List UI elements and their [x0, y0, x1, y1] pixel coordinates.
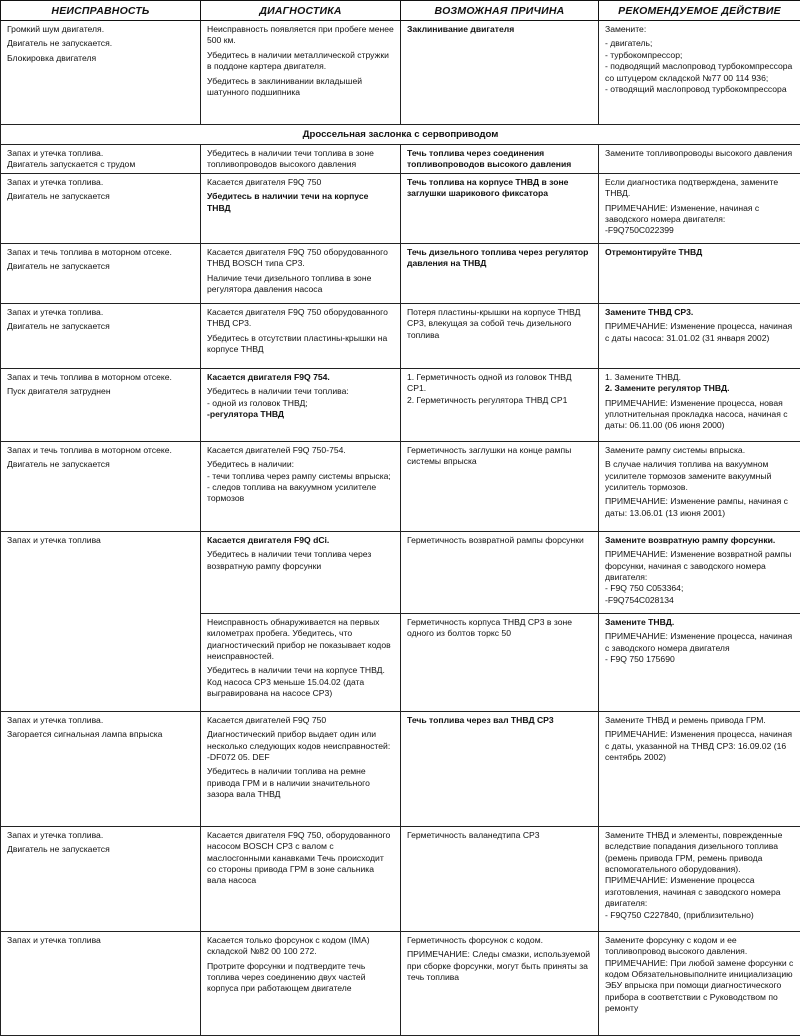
- section-row: [1, 125, 800, 145]
- cause-cell: [401, 145, 599, 174]
- fault-text: Запах и утечка топлива.: [7, 148, 104, 158]
- diagnostics-cell: [201, 531, 401, 613]
- fault-text: Запах и течь топлива в моторном отсеке.: [7, 371, 172, 382]
- fault-text: Двигатель запускается с трудом: [7, 159, 136, 170]
- diagnostics-cell: [201, 145, 401, 174]
- diagnostics-text: Неисправность появляется при пробеге менее 500 км.: [207, 24, 394, 46]
- table-row: [1, 21, 800, 125]
- diagnostics-text: Убедитесь в наличии:: [207, 459, 295, 470]
- diagnostics-text: Касается двигателя F9Q 750, оборудованного насосом BOSCH CP3 с валом с маслосгонными канавками Течь происходит со стороны привода ГРМ в зоне сальника вала насоса: [207, 829, 391, 886]
- diagnostics-text: Убедитесь в наличии топлива на ремне привода ГРМ и в наличии значительного зазора вала ТНВД: [207, 766, 370, 800]
- fault-text: Запах и течь топлива в моторном отсеке.: [7, 246, 172, 257]
- fault-cell: [1, 368, 201, 441]
- fault-cell: [1, 243, 201, 303]
- header-cause: ВОЗМОЖНАЯ ПРИЧИНА: [401, 1, 599, 21]
- section-title: Дроссельная заслонка с сервоприводом: [1, 125, 800, 145]
- diagnostics-text: Касается двигателя F9Q 750 оборудованного ТНВД BOSCH типа CP3.: [207, 246, 388, 269]
- action-text: ПРИМЕЧАНИЕ: Изменения процесса, начиная с даты, указанной на ТНВД CP3: 16.09.02 (16 сентябрь 2002): [605, 729, 793, 763]
- diagnostics-text: Касается двигателей F9Q 750: [207, 714, 327, 725]
- action-cell: [599, 441, 800, 531]
- diagnostics-text: Касается двигателей F9Q 750-754.: [207, 444, 346, 455]
- diagnostics-text: Убедитесь в наличии течи топлива через возвратную рампу форсунки: [207, 549, 372, 571]
- diagnostics-cell: [201, 21, 401, 125]
- fault-text: Двигатель не запускается: [7, 844, 110, 855]
- action-cell: [599, 303, 800, 368]
- action-cell: [599, 711, 800, 826]
- diagnostics-cell: [201, 441, 401, 531]
- action-text: Отремонтируйте ТНВД: [605, 246, 703, 257]
- fault-text: Громкий шум двигателя.: [7, 24, 105, 34]
- diagnostics-cell: [201, 711, 401, 826]
- action-cell: [599, 826, 800, 931]
- fault-cell: [1, 441, 201, 531]
- cause-text: 1. Герметичность одной из головок ТНВД CP1.: [407, 371, 572, 394]
- cause-text: Потеря пластины-крышки на корпусе ТНВД CP3, влекущая за собой течь дизельного топлива: [407, 306, 581, 340]
- cause-text: Герметичность форсунок с кодом.: [407, 934, 543, 945]
- action-cell: [599, 613, 800, 711]
- action-text: - F9Q 750 C053364;: [605, 583, 684, 594]
- action-text: 2. Замените регулятор ТНВД.: [605, 383, 730, 394]
- cause-cell: [401, 303, 599, 368]
- diagnostics-text: Диагностический прибор выдает один или несколько следующих кодов неисправностей:: [207, 729, 391, 751]
- diagnostics-text: Касается двигателя F9Q 750 оборудованного ТНВД CP3.: [207, 306, 388, 329]
- cause-cell: [401, 368, 599, 441]
- fault-text: Запах и утечка топлива: [7, 934, 101, 945]
- action-text: ПРИМЕЧАНИЕ: Изменение процесса, новая уплотнительная прокладка насоса, начиная с даты: 06.11.00 (06 июня 2000): [605, 397, 788, 431]
- fault-text: Блокировка двигателя: [7, 52, 97, 63]
- diagnostics-text: Неисправность обнаруживается на первых километрах пробега. Убедитесь, что диагностический прибор не показывает кодов неисправностей.: [207, 616, 391, 662]
- table-row: [1, 711, 800, 826]
- header-action: РЕКОМЕНДУЕМОЕ ДЕЙСТВИЕ: [599, 1, 800, 21]
- action-text: -F9Q750C022399: [605, 225, 674, 236]
- diagnostics-text: Убедитесь в наличии течи топлива в зоне топливопроводов высокого давления: [207, 148, 374, 170]
- cause-cell: [401, 441, 599, 531]
- cause-cell: [401, 931, 599, 1035]
- diagnostics-text: -регулятора ТНВД: [207, 409, 285, 420]
- diagnostics-text: -DF072 05. DEF: [207, 752, 270, 763]
- action-text: ПРИМЕЧАНИЕ: Изменение процесса, начиная с даты насоса: 31.01.02 (31 января 2002): [605, 321, 793, 343]
- action-text: ПРИМЕЧАНИЕ: При любой замене форсунки с кодом Обязательновыполните инициализацию ЭБУ впрыска при помощи диагностического прибора в соответствии с Руководством по ремонту: [605, 957, 794, 1014]
- fault-cell: [1, 173, 201, 243]
- action-text: Если диагностика подтверждена, замените ТНВД.: [605, 176, 779, 199]
- cause-cell: [401, 826, 599, 931]
- diagnostics-text: - одной из головок ТНВД;: [207, 397, 308, 408]
- cause-cell: [401, 173, 599, 243]
- diagnostics-cell: [201, 826, 401, 931]
- cause-text: Течь дизельного топлива через регулятор давления на ТНВД: [407, 246, 589, 269]
- action-text: Замените топливопроводы высокого давления: [605, 148, 793, 158]
- table-row: [1, 931, 800, 1035]
- fault-text: Запах и течь топлива в моторном отсеке.: [7, 444, 172, 455]
- cause-text: 2. Герметичность регулятора ТНВД CP1: [407, 394, 568, 405]
- diagnostics-text: Убедитесь в наличии металлической стружки в поддоне картера двигателя.: [207, 49, 389, 72]
- table-row: [1, 826, 800, 931]
- table-row: [1, 368, 800, 441]
- action-text: Замените форсунку с кодом и ее топливопровод высокого давления.: [605, 934, 748, 957]
- action-text: ПРИМЕЧАНИЕ: Изменение процесса, начиная с заводского номера двигателя: [605, 631, 793, 653]
- table-row: [1, 441, 800, 531]
- action-text: 1. Замените ТНВД.: [605, 371, 681, 382]
- table-row: [1, 531, 800, 613]
- action-text: - турбокомпрессор;: [605, 49, 683, 60]
- cause-cell: [401, 531, 599, 613]
- diagnostics-text: Убедитесь в наличии течи на корпусе ТНВД. Код насоса CP3 меньше 15.04.02 (дата выгравирована на насосе CP3): [207, 665, 385, 699]
- cause-text: Течь топлива через вал ТНВД CP3: [407, 714, 554, 725]
- action-text: Замените ТНВД и ремень привода ГРМ.: [605, 714, 766, 725]
- table-row: [1, 243, 800, 303]
- cause-text: ПРИМЕЧАНИЕ: Следы смазки, используемой при сборке форсунки, могут быть приняты за течь топлива: [407, 949, 591, 983]
- action-cell: [599, 21, 800, 125]
- table-header-row: [1, 1, 800, 21]
- diagnostics-text: Протрите форсунки и подтвердите течь топлива через соединению двух частей корпуса при работающем двигателе: [207, 960, 366, 994]
- cause-text: Течь топлива на корпусе ТНВД в зоне заглушки шарикового фиксатора: [407, 176, 569, 199]
- fault-text: Двигатель не запускается.: [7, 38, 113, 49]
- fault-cell: [1, 931, 201, 1035]
- diagnostics-text: Наличие течи дизельного топлива в зоне регулятора давления насоса: [207, 272, 372, 295]
- fault-text: Загорается сигнальная лампа впрыска: [7, 729, 163, 740]
- action-text: - F9Q750 C227840, (приблизительно): [605, 909, 754, 920]
- cause-cell: [401, 21, 599, 125]
- fault-text: Запах и утечка топлива.: [7, 306, 104, 317]
- cause-text: Герметичность корпуса ТНВД CP3 в зоне одного из болтов торкс 50: [407, 616, 573, 639]
- table-row: [1, 145, 800, 174]
- table-row: [1, 173, 800, 243]
- diagnostics-cell: [201, 303, 401, 368]
- diagnostics-text: - течи топлива через рампу системы впрыска;: [207, 470, 391, 481]
- action-text: - двигатель;: [605, 38, 653, 49]
- header-fault: НЕИСПРАВНОСТЬ: [1, 1, 201, 21]
- table-row: [1, 303, 800, 368]
- fault-text: Двигатель не запускается: [7, 261, 110, 272]
- action-text: ПРИМЕЧАНИЕ: Изменение процесса изготовления, начиная с заводского номера двигателя:: [605, 875, 781, 909]
- fault-cell: [1, 826, 201, 931]
- cause-text: Течь топлива через соединения топливопроводов высокого давления: [407, 148, 572, 170]
- action-text: - подводящий маслопровод турбокомпрессора со штуцером складской №77 00 114 936;: [605, 61, 793, 83]
- fault-cell: [1, 303, 201, 368]
- diagnostics-cell: [201, 931, 401, 1035]
- action-text: Замените:: [605, 24, 647, 34]
- action-cell: [599, 173, 800, 243]
- action-text: Замените ТНВД.: [605, 616, 675, 627]
- action-text: В случае наличия топлива на вакуумном усилителе тормозов замените вакуумный усилитель тормозов.: [605, 459, 772, 493]
- fault-text: Двигатель не запускается: [7, 459, 110, 470]
- fault-text: Двигатель не запускается: [7, 321, 110, 332]
- action-cell: [599, 531, 800, 613]
- diagnostics-text: Касается двигателя F9Q 754.: [207, 371, 330, 382]
- fault-cell: [1, 21, 201, 125]
- action-text: Замените рампу системы впрыска.: [605, 444, 746, 455]
- action-text: ПРИМЕЧАНИЕ: Изменение, начиная с заводского номера двигателя:: [605, 202, 760, 225]
- diagnostics-text: Убедитесь в наличии течи на корпусе ТНВД: [207, 191, 369, 213]
- action-text: Замените возвратную рампу форсунки.: [605, 534, 776, 545]
- action-text: - отводящий маслопровод турбокомпрессора: [605, 84, 787, 95]
- fault-text: Запах и утечка топлива: [7, 534, 101, 545]
- diagnostics-cell: [201, 613, 401, 711]
- cause-text: Герметичность валанедтипа CP3: [407, 829, 540, 840]
- cause-cell: [401, 243, 599, 303]
- action-cell: [599, 145, 800, 174]
- action-text: -F9Q754C028134: [605, 594, 674, 605]
- fault-text: Запах и утечка топлива.: [7, 714, 104, 725]
- action-cell: [599, 368, 800, 441]
- fault-cell: [1, 145, 201, 174]
- cause-text: Герметичность возвратной рампы форсунки: [407, 534, 584, 545]
- fault-text: Запах и утечка топлива.: [7, 829, 104, 840]
- diagnostics-text: Убедитесь в отсутствии пластины-крышки на корпусе ТНВД: [207, 332, 388, 355]
- cause-text: Герметичность заглушки на конце рампы системы впрыска: [407, 444, 572, 467]
- fault-cell: [1, 531, 201, 711]
- diagnostics-cell: [201, 173, 401, 243]
- fault-cell: [1, 711, 201, 826]
- action-text: Замените ТНВД CP3.: [605, 306, 694, 317]
- diagnostics-text: Касается двигателя F9Q 750: [207, 176, 322, 187]
- action-text: ПРИМЕЧАНИЕ: Изменение рампы, начиная с даты: 13.06.01 (13 июня 2001): [605, 496, 788, 518]
- cause-cell: [401, 613, 599, 711]
- diagnostics-text: Убедитесь в наличии течи топлива:: [207, 386, 349, 397]
- diagnostics-text: Касается двигателя F9Q dCi.: [207, 534, 330, 545]
- cause-cell: [401, 711, 599, 826]
- action-text: ПРИМЕЧАНИЕ: Изменение возвратной рампы форсунки, начиная с заводского номера двигателя:: [605, 549, 792, 583]
- diagnostics-text: Касается только форсунок с кодом (IMA) складской №82 00 100 272.: [207, 934, 370, 957]
- diagnostics-text: - следов топлива на вакуумном усилителе тормозов: [207, 482, 377, 504]
- fault-text: Пуск двигателя затруднен: [7, 386, 111, 397]
- fault-text: Запах и утечка топлива.: [7, 176, 104, 187]
- header-diagnostics: ДИАГНОСТИКА: [201, 1, 401, 21]
- action-text: - F9Q 750 175690: [605, 654, 675, 665]
- action-cell: [599, 931, 800, 1035]
- action-cell: [599, 243, 800, 303]
- action-text: Замените ТНВД и элементы, поврежденные вследствие попадания дизельного топлива (ремень привода ГРМ, ремень привода вспомогательного оборудования).: [605, 829, 783, 875]
- diagnostics-cell: [201, 368, 401, 441]
- diagnostics-text: Убедитесь в заклинивании вкладышей шатунного подшипника: [207, 75, 363, 98]
- diagnostics-cell: [201, 243, 401, 303]
- fault-text: Двигатель не запускается: [7, 191, 110, 202]
- cause-text: Заклинивание двигателя: [407, 24, 515, 34]
